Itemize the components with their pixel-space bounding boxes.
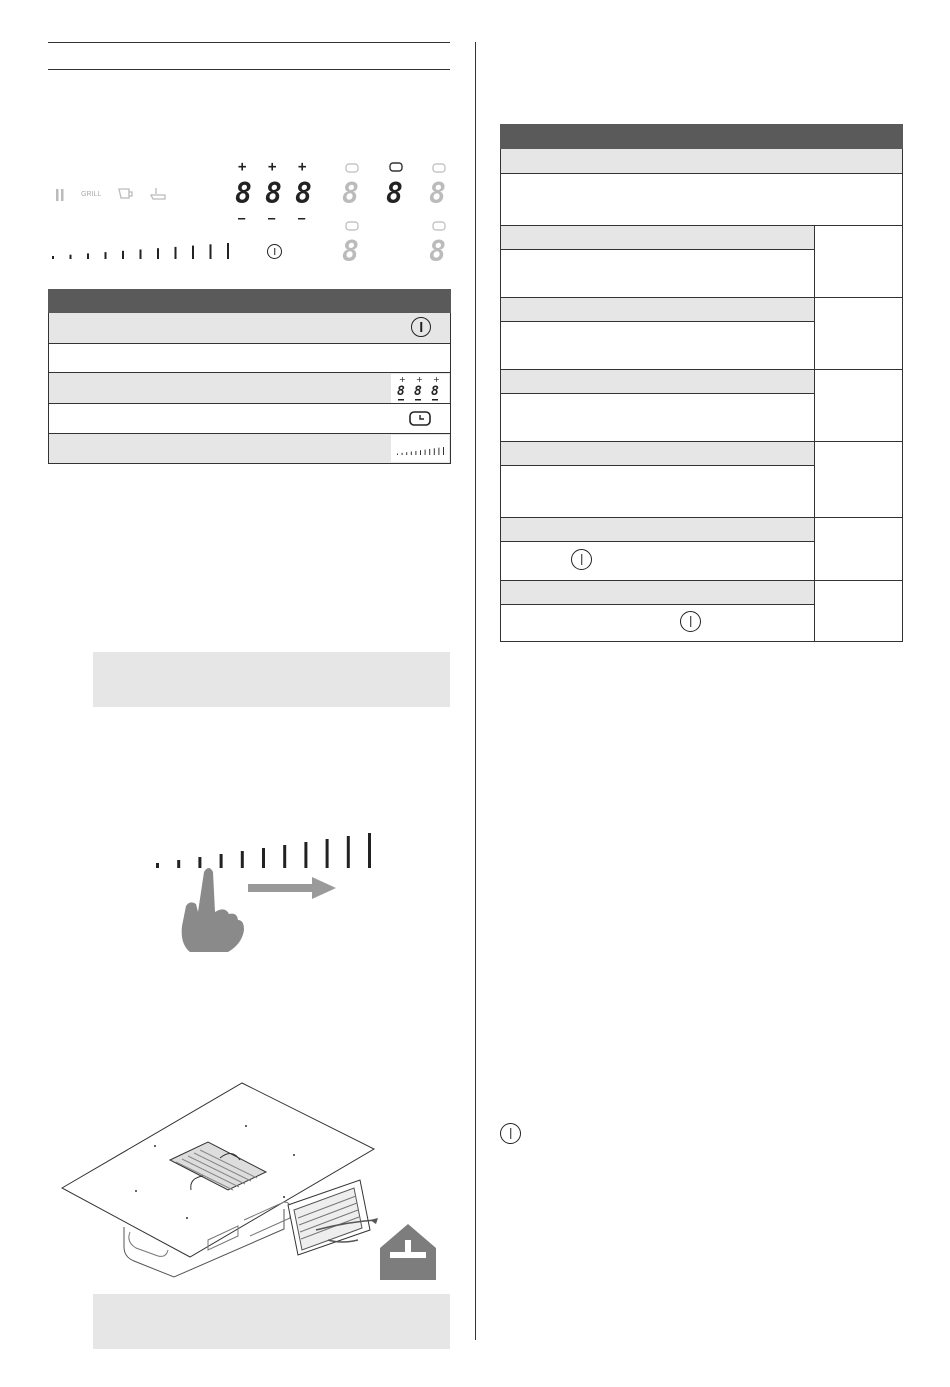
timer-icon[interactable] [389,162,403,172]
right-table [500,149,903,642]
zone-plus-1[interactable]: + [238,159,247,175]
slider-bar-6 [140,250,142,260]
timer-icon[interactable] [345,163,359,173]
timer-digit-1: 8 [342,177,359,210]
slider-bar-11 [227,243,229,259]
slider-bar-10 [210,244,212,259]
note-band [93,652,450,707]
right-table-header [500,124,903,149]
swipe-slider-bar-2 [177,860,180,868]
power-icon [411,317,431,337]
right-table-section-2-heading [501,226,814,250]
mini-slider-bar-2 [402,453,403,455]
swipe-slider-bar-1 [156,863,159,868]
right-table-section-6-heading [501,518,814,542]
mini-slider-bar-7 [425,450,426,455]
slider-bar-4 [105,252,107,259]
column-divider [475,42,476,1340]
right-table-section-7-heading [501,581,814,605]
function-row-5 [49,434,450,463]
function-row-3 [49,373,450,404]
slider-bar-9 [192,246,194,259]
zone-minus-2[interactable]: – [268,211,276,225]
mini-slider-bar-6 [420,450,421,455]
mini-slider-bar-8 [429,449,430,455]
function-row-2 [49,344,450,373]
zone-plus-2[interactable]: + [268,159,277,175]
function-table [48,313,451,464]
right-table-section-1-body [501,174,902,226]
zone-minus-1[interactable]: – [238,211,246,225]
power-icon [571,549,592,570]
mini-slider-bar-4 [411,452,412,455]
svg-text:+: + [416,375,423,384]
slider-bar-2 [70,255,72,259]
function-row-4 [49,404,450,434]
mini-slider-bar-11 [443,447,444,455]
grill-label: GRILL [81,191,102,198]
pot-icon [117,186,133,202]
right-table-col-divider [814,226,815,641]
zone-display-icon [391,374,449,403]
timer-digit-4: 8 [342,235,359,268]
slider-bar-3 [87,253,89,259]
svg-text:8: 8 [397,384,405,399]
arrow-icon [248,877,336,899]
hand-icon [182,868,244,952]
svg-text:+: + [399,375,406,384]
timer-digit-3: 8 [429,177,446,210]
top-rule-2 [48,69,450,70]
svg-text:+: + [433,375,440,384]
swipe-slider-bar-5 [241,851,244,868]
control-panel-illustration [48,155,450,270]
power-icon [680,611,701,632]
zone-digit-3: 8 [295,177,312,210]
function-row-1 [49,313,450,344]
mini-slider-bar-5 [415,451,416,455]
mini-slider-bar-9 [434,448,435,455]
zone-minus-3[interactable]: – [298,211,306,225]
swipe-slider-bar-10 [347,836,350,868]
pause-icon [55,188,65,202]
timer-icon[interactable] [345,221,359,231]
zone-digit-1: 8 [235,177,252,210]
mini-slider-bar-1 [397,454,398,456]
slider-bar-7 [157,248,159,259]
right-table-section-4-heading [501,370,814,394]
swipe-slider-bar-7 [283,845,286,868]
slider-bar-8 [175,247,177,259]
timer-icon[interactable] [432,221,446,231]
slider-swipe-illustration [150,828,390,953]
slider-bar-5 [122,251,124,259]
timer-icon [409,411,431,426]
swipe-slider-bar-8 [304,842,307,868]
slider-bar-1 [52,256,54,259]
mini-slider-bar-3 [406,452,407,455]
swipe-slider-bar-3 [198,857,201,868]
right-table-section-1-heading [501,149,902,174]
zone-plus-3[interactable]: + [298,159,307,175]
right-table-section-5-heading [501,442,814,466]
warming-icon [149,186,167,202]
swipe-slider-bar-4 [220,854,223,868]
power-slider[interactable] [50,241,235,263]
slider-icon [391,435,449,462]
svg-text:8: 8 [431,384,439,399]
swipe-slider-bar-11 [368,833,371,868]
power-icon[interactable] [267,244,282,259]
timer-digit-5: 8 [429,235,446,268]
right-table-section-3-heading [501,298,814,322]
timer-icon[interactable] [432,163,446,173]
swipe-slider-bar-6 [262,848,265,868]
top-rule-1 [48,42,450,43]
note-band [93,1294,450,1349]
power-icon [500,1123,521,1144]
function-table-header [48,289,451,313]
timer-digit-2: 8 [386,177,403,210]
swipe-slider-bar-9 [326,839,329,868]
zone-digit-2: 8 [265,177,282,210]
hob-illustration [58,1080,448,1280]
svg-text:8: 8 [414,384,422,399]
mini-slider-bar-10 [438,448,439,455]
